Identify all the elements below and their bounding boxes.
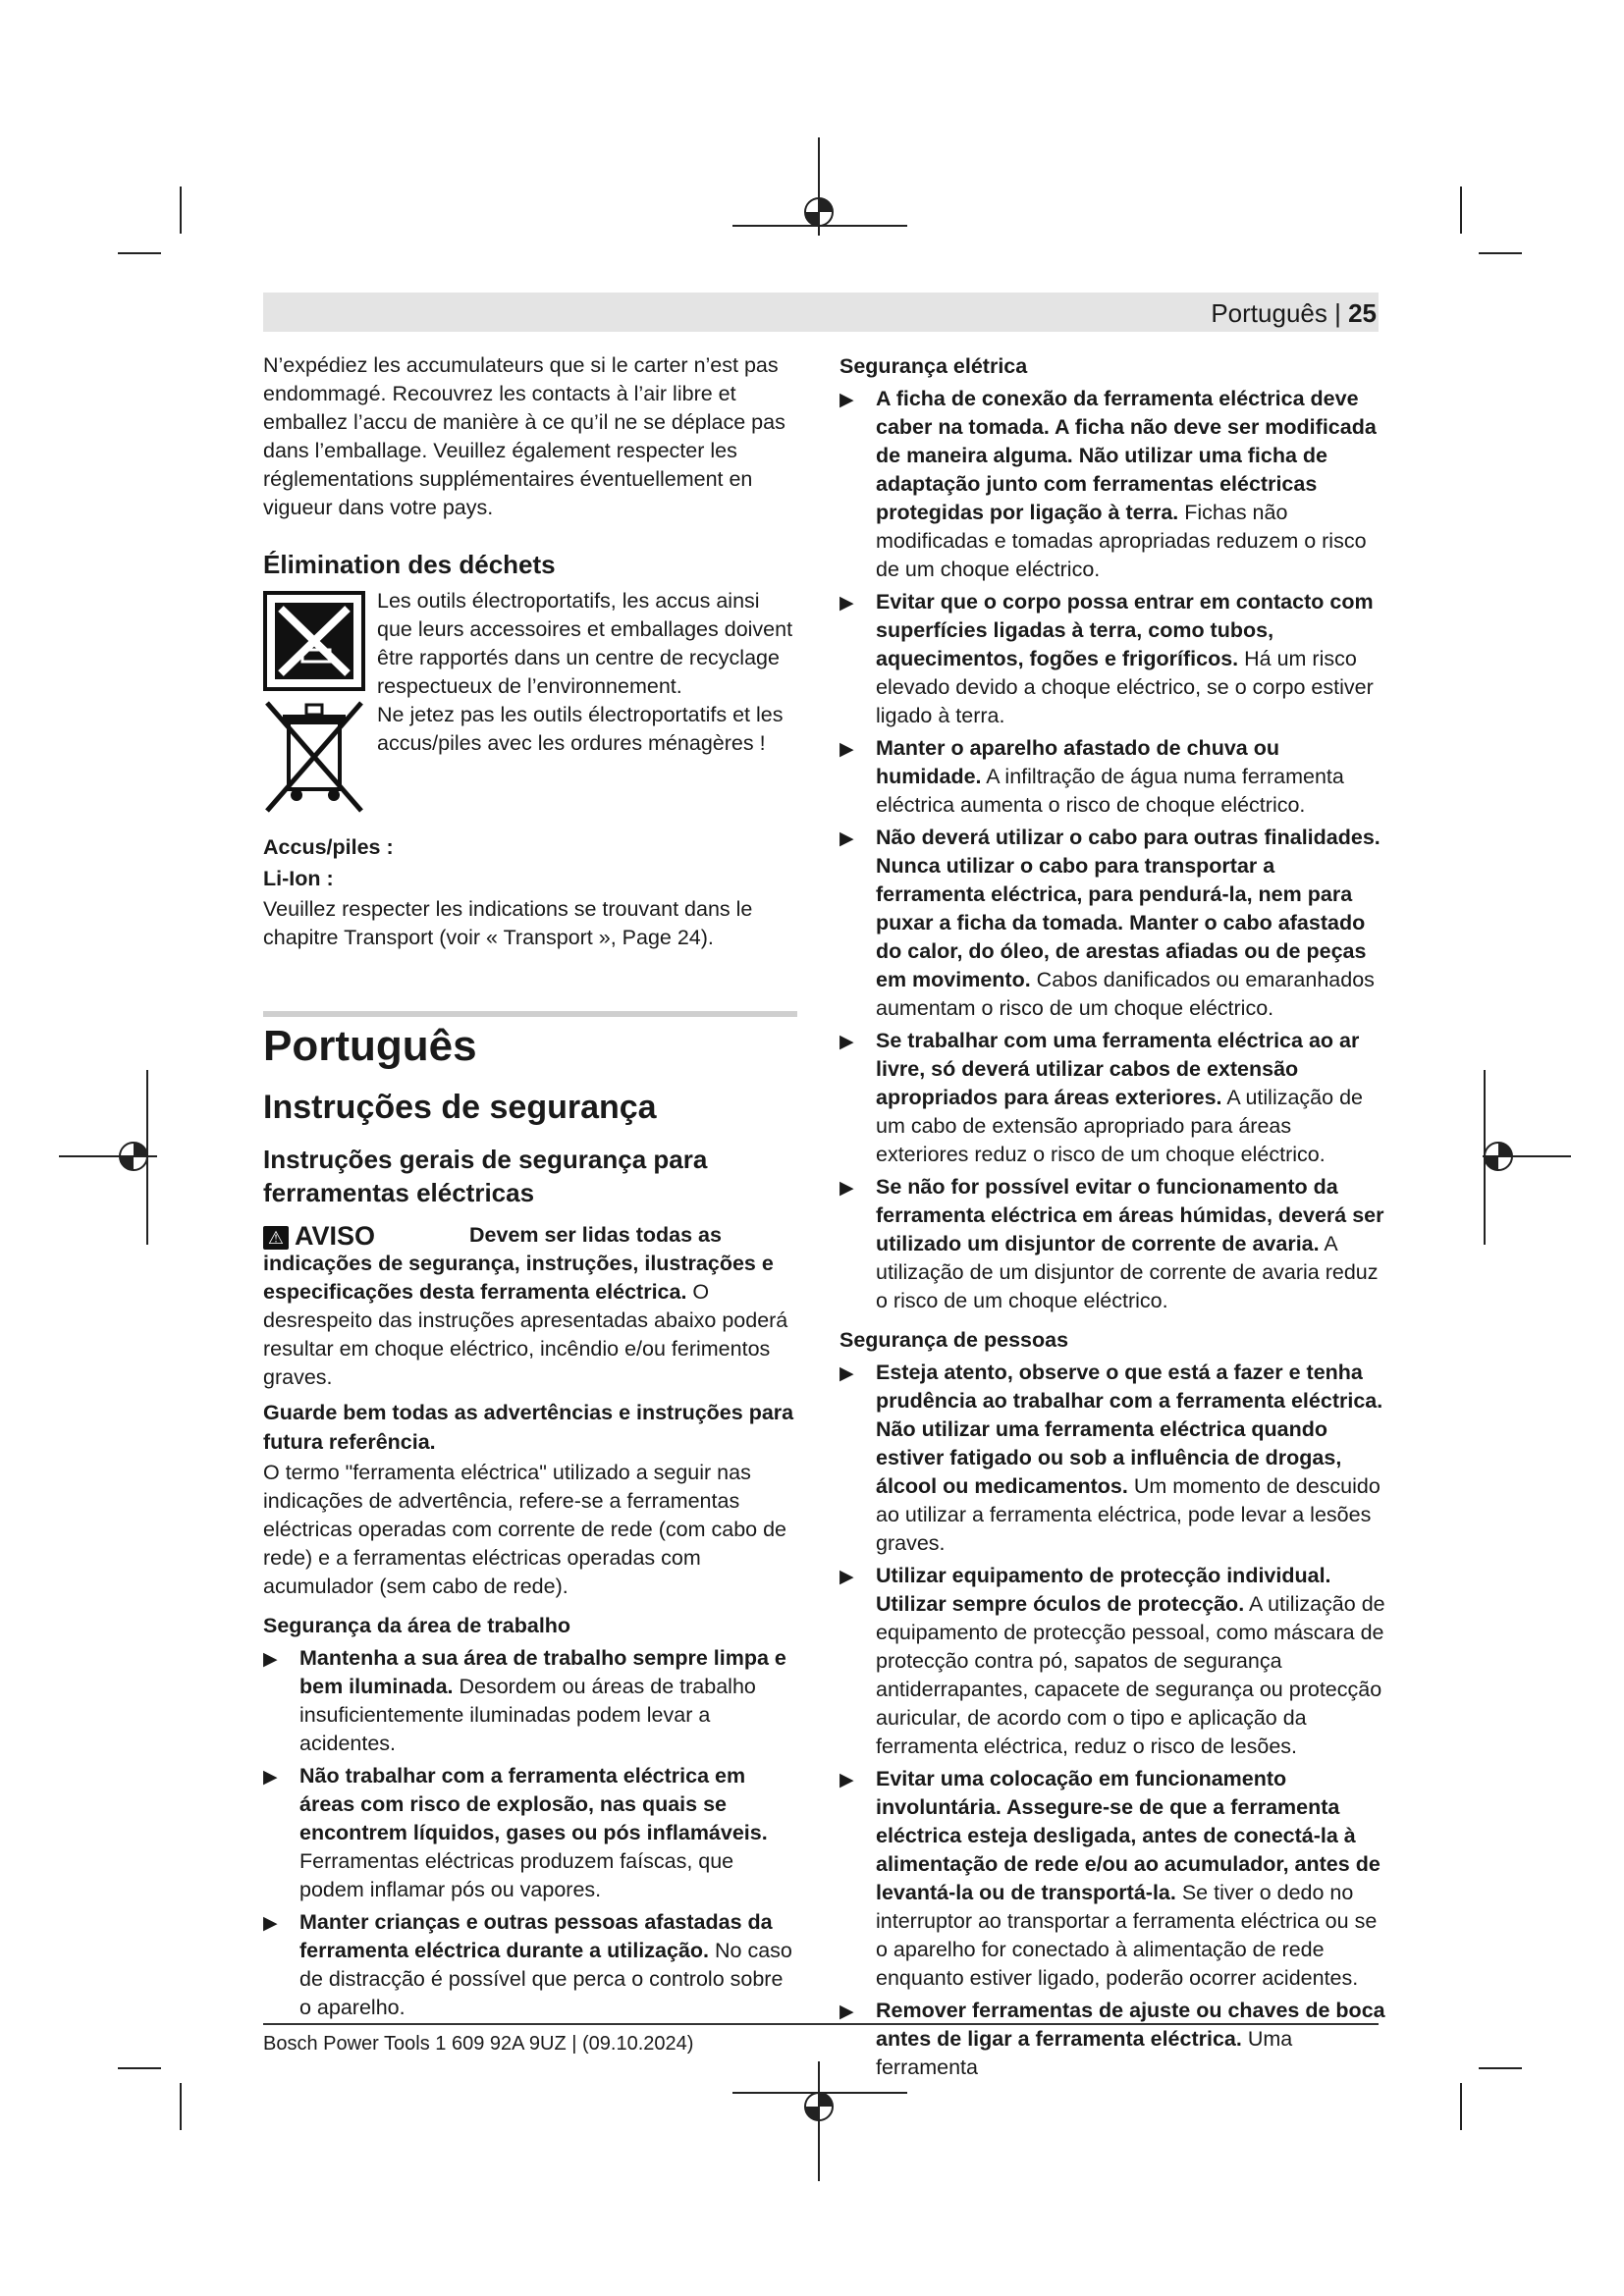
general-safety-title: Instruções gerais de segurança para ferramentas eléctricas (263, 1145, 708, 1207)
list-item (839, 1173, 1389, 1315)
item-bold: Evitar uma colocação em funcionamento involuntária. Assegure-se de que a ferramenta eléctrica esteja desligada, antes de conectá-la à alimentação de rede e/ou ao acumulador, antes de levantá-la ou de transportá-la. (876, 1767, 1380, 1904)
registration-mark-right (1473, 1070, 1581, 1247)
section-divider (263, 1011, 797, 1017)
item-text: Há um risco elevado devido a choque eléctrico, se o corpo estiver ligado à terra. (876, 647, 1374, 727)
personal-safety-list (839, 1359, 1389, 2082)
item-bold: Se trabalhar com uma ferramenta eléctrica ao ar livre, só deverá utilizar cabos de extensão apropriados para áreas exteriores. (876, 1029, 1360, 1109)
item-bold: A ficha de conexão da ferramenta eléctrica deve caber na tomada. A ficha não deve ser modificada de maneira alguma. Não utilizar uma ficha de adaptação junto com ferramentas eléctricas protegidas por ligação à terra. (876, 387, 1377, 524)
item-bold: Remover ferramentas de ajuste ou chaves de boca antes de ligar a ferramenta eléctrica. (876, 1999, 1385, 2051)
aviso-bold: Devem ser lidas todas as indicações de segurança, instruções, ilustrações e especificações desta ferramenta eléctrica. (263, 1223, 774, 1304)
elimination-paragraph-1: Les outils électroportatifs, les accus ainsi que leurs accessoires et emballages doivent être rapportés dans un centre de recyclage respectueux de l’environnement. (377, 589, 793, 698)
guarde-paragraph: Guarde bem todas as advertências e instruções para futura referência. (263, 1401, 794, 1454)
item-text: No caso de distracção é possível que perca o controlo sobre o aparelho. (299, 1939, 792, 2019)
elimination-block (263, 587, 798, 832)
item-bold: Esteja atento, observe o que está a fazer e tenha prudência ao trabalhar com a ferramenta eléctrica. Não utilizar uma ferramenta eléctrica quando estiver fatigado ou sob a influência de drogas, álcool ou medicamentos. (876, 1361, 1383, 1498)
safety-title: Instruções de segurança (263, 1089, 657, 1126)
footer-rule (263, 2023, 1379, 2025)
page-header: Português | 25 (1211, 298, 1377, 328)
item-text: Ferramentas eléctricas produzem faíscas, que podem inflamar pós ou vapores. (299, 1849, 734, 1901)
triangle-right-icon: ▶ (839, 1178, 854, 1199)
aviso-label: AVISO (295, 1221, 376, 1251)
list-item (839, 1997, 1389, 2082)
right-column (839, 351, 1389, 2082)
list-item (839, 385, 1389, 584)
header-title: Português (1211, 298, 1327, 328)
list-item (839, 1562, 1389, 1761)
work-area-title: Segurança da área de trabalho (263, 1614, 571, 1637)
aviso-text: O desrespeito das instruções apresentadas abaixo poderá resultar em choque eléctrico, incêndio e/ou ferimentos graves. (263, 1280, 788, 1389)
personal-safety-title: Segurança de pessoas (839, 1328, 1069, 1352)
left-column (263, 351, 798, 952)
item-bold: Manter o aparelho afastado de chuva ou humidade. (876, 736, 1279, 788)
electrical-title: Segurança elétrica (839, 354, 1028, 378)
triangle-right-icon: ▶ (839, 1770, 854, 1790)
work-area-list (263, 1644, 798, 2022)
liion-paragraph: Veuillez respecter les indications se trouvant dans le chapitre Transport (voir « Transport », Page 24). (263, 897, 753, 949)
item-bold: Evitar que o corpo possa entrar em contacto com superfícies ligadas à terra, como tubos, aquecimentos, fogões e frigoríficos. (876, 590, 1374, 670)
item-text: Uma ferramenta (876, 2027, 1293, 2079)
list-item (263, 1644, 798, 1758)
triangle-right-icon: ▶ (839, 390, 854, 410)
list-item (839, 1027, 1389, 1169)
electrical-list (839, 385, 1389, 1315)
intro-paragraph: N’expédiez les accumulateurs que si le carter n’est pas endommagé. Recouvrez les contacts à l’air libre et emballez l’accu de manière à ce qu’il ne se déplace pas dans l’emballage. Veuillez également respecter les réglementations supplémentaires éventuellement en vigueur dans votre pays. (263, 353, 785, 519)
page-footer: Bosch Power Tools 1 609 92A 9UZ | (09.10.2024) (263, 2033, 694, 2055)
list-item (839, 1765, 1389, 1993)
warning-triangle-icon: ⚠ (263, 1226, 289, 1250)
triangle-right-icon: ▶ (263, 1913, 278, 1934)
triangle-right-icon: ▶ (839, 593, 854, 614)
triangle-right-icon: ▶ (839, 828, 854, 849)
item-text: Um momento de descuido ao utilizar a ferramenta eléctrica, pode levar a lesões graves. (876, 1474, 1380, 1555)
item-text: Desordem ou áreas de trabalho insuficientemente iluminadas podem levar a acidentes. (299, 1675, 756, 1755)
accus-title: Accus/piles : (263, 835, 394, 859)
item-bold: Mantenha a sua área de trabalho sempre limpa e bem iluminada. (299, 1646, 786, 1698)
liion-title: Li-Ion : (263, 867, 334, 890)
triangle-right-icon: ▶ (839, 1032, 854, 1052)
registration-mark-left (59, 1070, 167, 1247)
list-item (839, 734, 1389, 820)
list-item (263, 1908, 798, 2022)
triangle-right-icon: ▶ (263, 1649, 278, 1670)
language-title: Português (263, 1022, 477, 1070)
item-text: Se tiver o dedo no interruptor ao transportar a ferramenta eléctrica ou se o aparelho for conectado à alimentação de rede enquanto estiver ligado, poderão ocorrer acidentes. (876, 1881, 1378, 1990)
item-text: A infiltração de água numa ferramenta eléctrica aumenta o risco de choque eléctrico. (876, 765, 1344, 817)
left-column-portugues (263, 1021, 798, 2022)
page-number: 25 (1348, 298, 1377, 328)
item-bold: Não trabalhar com a ferramenta eléctrica em áreas com risco de explosão, nas quais se encontrem líquidos, gases ou pós inflamáveis. (299, 1764, 768, 1844)
termo-paragraph: O termo "ferramenta eléctrica" utilizado a seguir nas indicações de advertência, refere-se a ferramentas eléctricas operadas com corrente de rede (com cabo de rede) e a ferramentas eléctricas operadas com acumulador (sem cabo de rede). (263, 1461, 786, 1598)
aviso-block (263, 1221, 798, 1392)
triangle-right-icon: ▶ (839, 1567, 854, 1587)
triangle-right-icon: ▶ (839, 2002, 854, 2022)
elimination-title: Élimination des déchets (263, 550, 556, 579)
registration-mark-top (732, 137, 909, 245)
elimination-paragraph-2: Ne jetez pas les outils électroportatifs et les accus/piles avec les ordures ménagères ! (377, 703, 784, 755)
crossed-wheelie-bin-icon (263, 697, 365, 819)
crossed-battery-bin-icon (263, 591, 365, 691)
item-text: A utilização de equipamento de protecção pessoal, como máscara de protecção contra pó, sapatos de segurança antiderrapantes, capacete de segurança ou protecção auricular, de acordo com o tipo e aplicação da ferramenta eléctrica, reduz o risco de lesões. (876, 1592, 1385, 1758)
item-bold: Não deverá utilizar o cabo para outras finalidades. Nunca utilizar o cabo para transportar a ferramenta eléctrica, para pendurá-la, nem para puxar a ficha da tomada. Manter o cabo afastado do calor, do óleo, de arestas afiadas ou de peças em movimento. (876, 826, 1380, 991)
list-item (839, 1359, 1389, 1558)
item-text: A utilização de um cabo de extensão apropriado para áreas exteriores reduz o risco de um choque eléctrico. (876, 1086, 1363, 1166)
item-text: A utilização de um disjuntor de corrente de avaria reduz o risco de um choque eléctrico. (876, 1232, 1379, 1312)
triangle-right-icon: ▶ (263, 1767, 278, 1788)
item-bold: Se não for possível evitar o funcionamento da ferramenta eléctrica em áreas húmidas, deverá ser utilizado um disjuntor de corrente de avaria. (876, 1175, 1384, 1255)
list-item (839, 824, 1389, 1023)
list-item (839, 588, 1389, 730)
item-text: Cabos danificados ou emaranhados aumentam o risco de um choque eléctrico. (876, 968, 1375, 1020)
list-item (263, 1762, 798, 1904)
triangle-right-icon: ▶ (839, 1363, 854, 1384)
item-bold: Manter crianças e outras pessoas afastadas da ferramenta eléctrica durante a utilização. (299, 1910, 773, 1962)
aviso-badge (263, 1221, 375, 1251)
item-text: Fichas não modificadas e tomadas apropriadas reduzem o risco de um choque eléctrico. (876, 501, 1367, 581)
triangle-right-icon: ▶ (839, 739, 854, 760)
item-bold: Utilizar equipamento de protecção individual. Utilizar sempre óculos de protecção. (876, 1564, 1331, 1616)
